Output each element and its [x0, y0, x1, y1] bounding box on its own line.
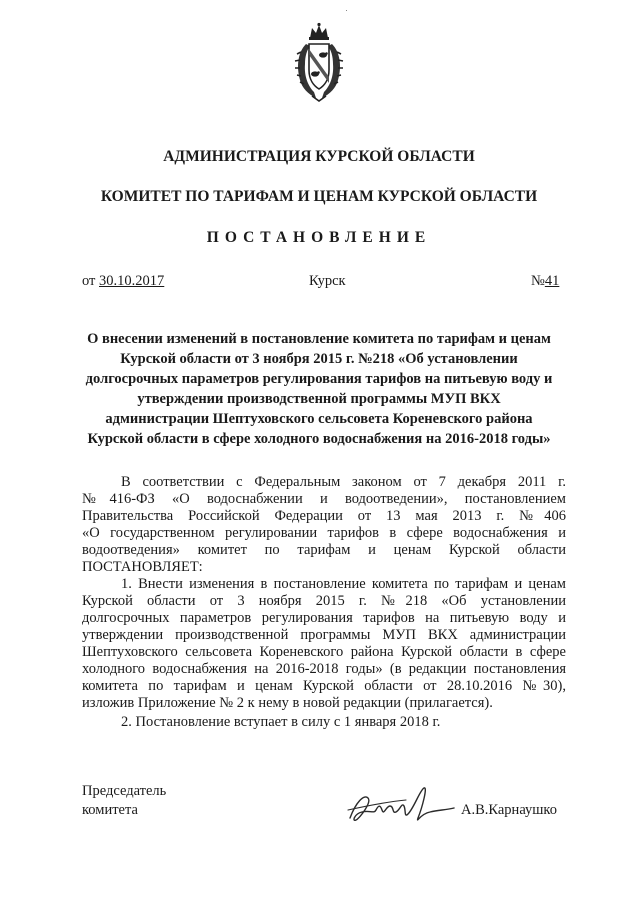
administration-heading: АДМИНИСТРАЦИЯ КУРСКОЙ ОБЛАСТИ — [163, 148, 475, 165]
date-prefix: от — [82, 273, 100, 289]
body-line: 2. Постановление вступает в силу с 1 января 2018 г. — [121, 714, 441, 730]
body-line: «О государственном регулировании тарифов в сфере водоснабжения и — [82, 525, 566, 541]
title-line: администрации Шептуховского сельсовета Кореневского района — [105, 411, 533, 427]
body-line: утверждении производственной программы МУП ВКХ администрации — [82, 627, 566, 643]
number-prefix: № — [531, 273, 545, 289]
committee-heading: КОМИТЕТ ПО ТАРИФАМ И ЦЕНАМ КУРСКОЙ ОБЛАСТИ — [100, 188, 538, 205]
date-value: 30.10.2017 — [99, 273, 165, 289]
title-line: Курской области от 3 ноября 2015 г. №218 «Об установлении — [120, 351, 518, 367]
number-value: 41 — [544, 273, 560, 289]
title-line: О внесении изменений в постановление комитета по тарифам и ценам — [87, 331, 551, 347]
body-line: водоотведения» комитет по тарифам и ценам Курской области — [82, 542, 566, 558]
body-line: комитета по тарифам и ценам Курской области от 28.10.2016 №30), — [82, 678, 566, 694]
document-date — [82, 273, 164, 290]
document-city: Курск — [309, 273, 346, 289]
signatory-position: Председатель — [82, 783, 167, 799]
body-line: холодного водоснабжения на 2016-2018 годы» (в редакции постановления — [82, 661, 566, 677]
signatory-position-cont: комитета — [82, 802, 138, 818]
body-line: 1. Внести изменения в постановление комитета по тарифам и ценам — [121, 576, 566, 592]
body-line: долгосрочных параметров регулирования тарифов на питьевую воду и — [82, 610, 566, 626]
scan-speck — [346, 10, 347, 11]
signatory-name: А.В.Карнаушко — [461, 802, 557, 818]
body-line: Правительства Российской Федерации от 13 мая 2013 г. №406 — [82, 508, 566, 524]
handwritten-signature — [346, 784, 456, 832]
body-line: Курской области от 3 ноября 2015 г. №218 «Об установлении — [82, 593, 566, 609]
body-line: Шептуховского сельсовета Кореневского района Курской области в сфере — [82, 644, 566, 660]
title-line: Курской области в сфере холодного водоснабжения на 2016-2018 годы» — [87, 431, 551, 447]
body-line: изложив Приложение № 2 к нему в новой редакции (прилагается). — [82, 695, 493, 711]
kursk-coat-of-arms-icon — [292, 22, 346, 102]
body-line: №416-ФЗ «О водоснабжении и водоотведении», постановлением — [82, 491, 566, 507]
document-number — [531, 273, 559, 290]
title-line: долгосрочных параметров регулирования тарифов на питьевую воду и — [85, 371, 553, 387]
document-type-heading: ПОСТАНОВЛЕНИЕ — [206, 229, 432, 246]
body-line: В соответствии с Федеральным законом от 7 декабря 2011 г. — [121, 474, 566, 490]
body-line: ПОСТАНОВЛЯЕТ: — [82, 559, 203, 575]
title-line: утверждении производственной программы МУП ВКХ — [137, 391, 501, 407]
